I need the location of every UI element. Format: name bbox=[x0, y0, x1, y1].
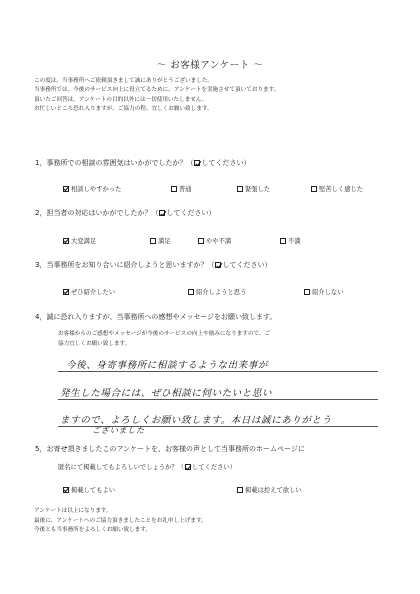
q1-option-3[interactable] bbox=[237, 184, 270, 193]
question-5-text: 5，お寄せ頂きましたこのアンケートを、お客様の声として当事務所のホームページに bbox=[35, 445, 305, 453]
q2-option-2[interactable] bbox=[150, 236, 171, 245]
checkbox-checked-icon[interactable] bbox=[63, 186, 69, 192]
closing-line: 今後とも当事務所をよろしくお願い致します。 bbox=[34, 527, 152, 533]
handwritten-answer-line-4[interactable]: ございました bbox=[92, 425, 145, 435]
checkbox-checked-icon[interactable] bbox=[63, 487, 69, 493]
page-title: 〜 お客様アンケート 〜 bbox=[156, 60, 264, 71]
question-1 bbox=[35, 158, 250, 168]
handwritten-answer-line-3[interactable]: ますので、よろしくお願い致します。本日は誠にありがとう bbox=[60, 415, 332, 426]
option-label: 相談しやすかった bbox=[71, 186, 122, 193]
question-4 bbox=[35, 312, 276, 322]
q3-option-3[interactable] bbox=[304, 287, 343, 296]
q1-option-4[interactable] bbox=[311, 184, 363, 193]
answer-line bbox=[58, 399, 378, 400]
check-icon bbox=[159, 210, 165, 216]
question-1-hint: してください） bbox=[201, 159, 251, 167]
intro-line: お忙しいところ恐れ入りますが、ご協力の程、宜しくお願い致します。 bbox=[34, 106, 213, 113]
checkbox-checked-icon[interactable] bbox=[63, 238, 69, 244]
question-5-text-2: 匿名にて掲載してもよろしいでしょうか？（ bbox=[58, 464, 184, 471]
option-label: 普通 bbox=[179, 186, 192, 193]
handwritten-answer-line-1[interactable]: 今後、身寄事務所に相談するような出来事が bbox=[66, 360, 269, 371]
question-2 bbox=[35, 208, 215, 218]
check-icon bbox=[194, 160, 200, 166]
checkbox-icon[interactable] bbox=[280, 238, 286, 244]
q1-option-2[interactable] bbox=[171, 184, 192, 193]
question-2-hint: してください） bbox=[166, 209, 216, 217]
question-5-hint: してください） bbox=[191, 464, 237, 471]
option-label: 掲載してもよい bbox=[71, 487, 116, 494]
subtext-line: お客様からのご感想やメッセージが今後のサービスの向上や励みになりますので、ご bbox=[58, 331, 271, 337]
checkbox-icon[interactable] bbox=[311, 186, 317, 192]
closing-line: アンケートは以上になります。 bbox=[34, 508, 112, 514]
option-label: やや不満 bbox=[206, 238, 232, 245]
question-3-hint: してください） bbox=[222, 261, 272, 269]
question-2-text: 2，担当者の対応はいかがでしたか？（ bbox=[35, 209, 159, 217]
question-4-text: 4，誠に恐れ入りますが、当事務所への感想やメッセージをお願い致します。 bbox=[35, 313, 277, 321]
checkbox-icon[interactable] bbox=[304, 289, 310, 295]
q2-option-4[interactable] bbox=[280, 236, 301, 245]
question-3 bbox=[35, 260, 271, 270]
option-label: 不満 bbox=[288, 238, 301, 245]
question-5 bbox=[35, 444, 305, 454]
q2-option-3[interactable] bbox=[198, 236, 231, 245]
q2-option-1[interactable] bbox=[63, 236, 96, 245]
q3-option-1[interactable] bbox=[63, 287, 115, 296]
check-icon bbox=[215, 262, 221, 268]
checkbox-icon[interactable] bbox=[237, 186, 243, 192]
intro-text bbox=[34, 77, 279, 115]
option-label: 満足 bbox=[158, 238, 171, 245]
intro-line: 頂いたご回答は、アンケートの目的以外には一切使用いたしません。 bbox=[34, 96, 208, 103]
checkbox-icon[interactable] bbox=[171, 186, 177, 192]
q5-option-1[interactable] bbox=[63, 485, 115, 494]
checkbox-icon[interactable] bbox=[198, 238, 204, 244]
handwritten-answer-line-2[interactable]: 発生した場合には、ぜひ相談に伺いたいと思い bbox=[60, 388, 273, 399]
check-icon bbox=[185, 464, 191, 470]
checkbox-icon[interactable] bbox=[237, 487, 243, 493]
option-label: ぜひ紹介したい bbox=[71, 289, 116, 296]
option-label: 堅苦しく感じた bbox=[319, 186, 364, 193]
intro-line: この度は、当事務所へご依頼頂きまして誠にありがとうございました。 bbox=[34, 78, 214, 84]
option-label: 紹介しようと思う bbox=[196, 289, 247, 296]
closing-line: 最後に、アンケートへのご協力頂きましたことをお礼申し上げます。 bbox=[34, 517, 207, 524]
answer-line bbox=[58, 371, 378, 372]
question-5-line-2 bbox=[58, 462, 236, 471]
checkbox-icon[interactable] bbox=[150, 238, 156, 244]
question-3-text: 3，当事務所をお知り合いに紹介しようと思いますか？（ bbox=[35, 261, 215, 269]
option-label: 緊張した bbox=[245, 186, 271, 193]
checkbox-icon[interactable] bbox=[188, 289, 194, 295]
q1-option-1[interactable] bbox=[63, 184, 121, 193]
option-label: 大変満足 bbox=[71, 238, 97, 245]
intro-line: 当事務所では、今後のサービス向上に役立てるために、アンケートを実施させて頂いております。 bbox=[34, 87, 280, 94]
q3-option-2[interactable] bbox=[188, 287, 246, 296]
q5-option-2[interactable] bbox=[237, 485, 302, 494]
question-4-subtext bbox=[58, 330, 270, 349]
checkbox-checked-icon[interactable] bbox=[63, 289, 69, 295]
option-label: 掲載は控えて欲しい bbox=[245, 487, 302, 494]
subtext-line: 協力宜しくお願い致します。 bbox=[58, 340, 131, 347]
option-label: 紹介しない bbox=[312, 289, 344, 296]
question-1-text: 1，事務所での相談の雰囲気はいかがでしたか？（ bbox=[35, 159, 194, 167]
closing-text bbox=[34, 507, 207, 536]
